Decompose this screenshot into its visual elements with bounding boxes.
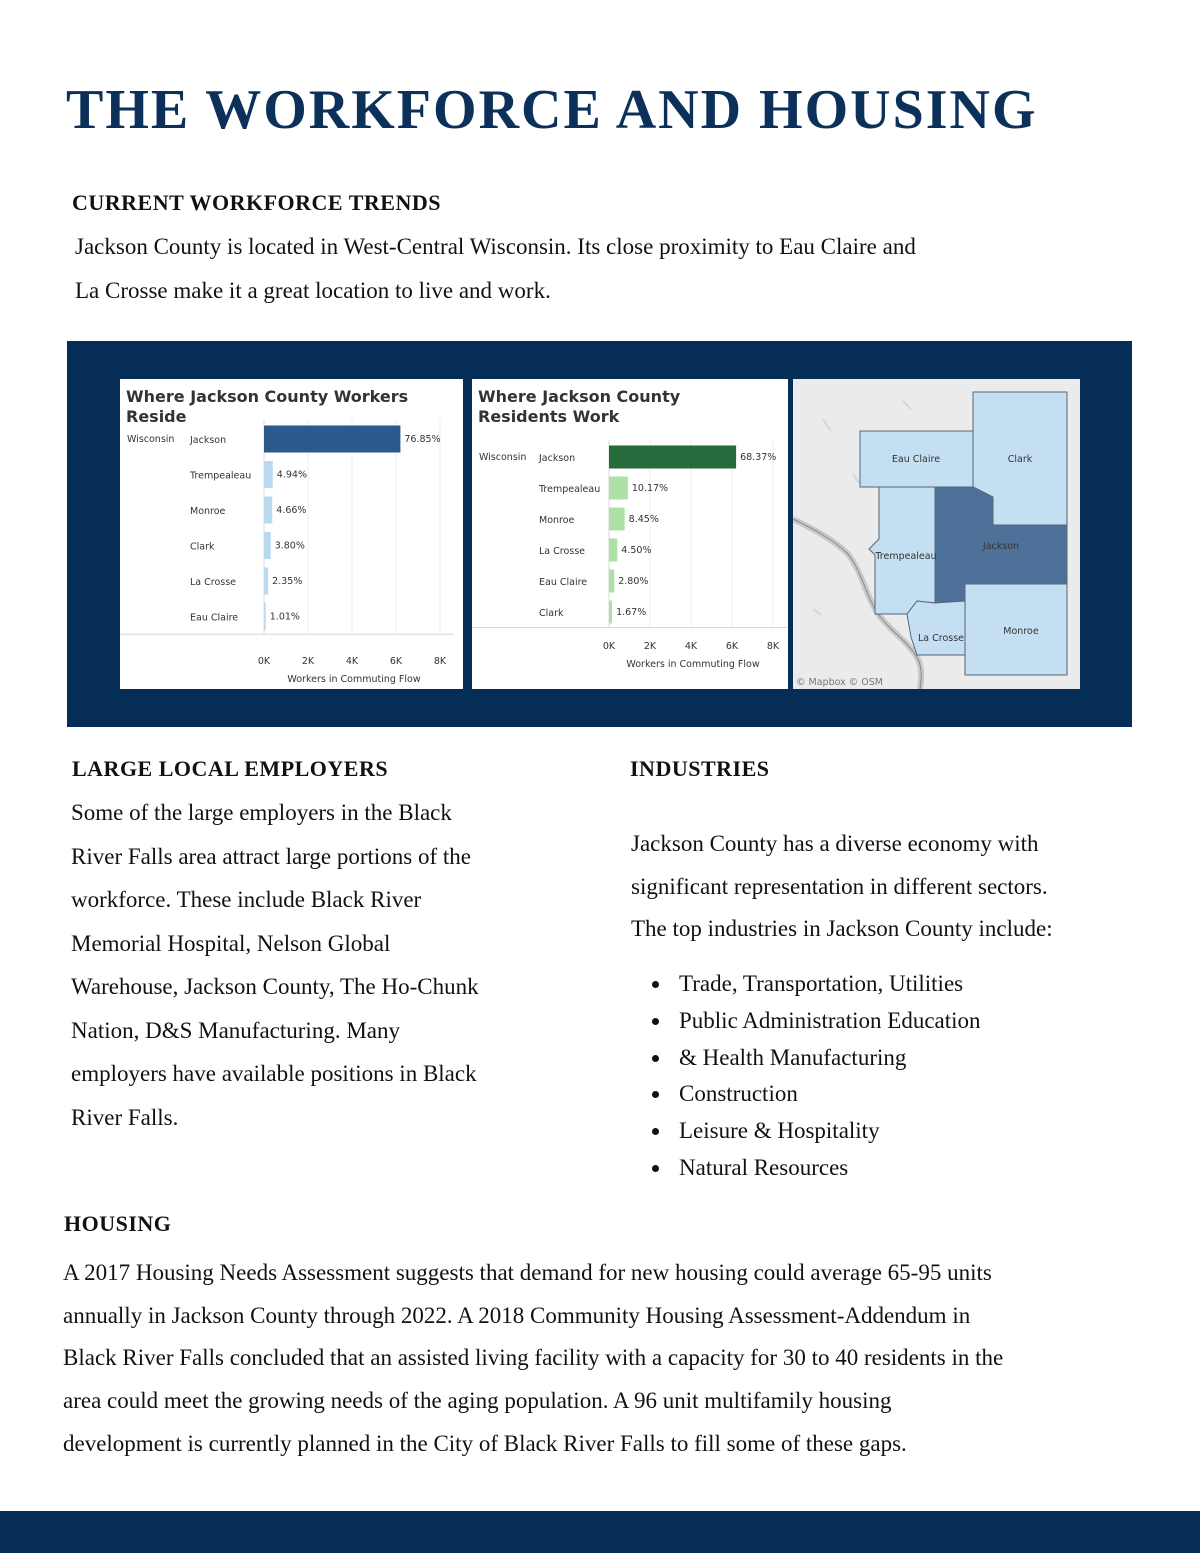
housing-line: annually in Jackson County through 2022. A 2018 Community Housing Assessment-Addendum in <box>63 1302 971 1328</box>
chart-x-axis-title: Workers in Commuting Flow <box>626 659 760 670</box>
chart-category-label: Trempealeau <box>190 470 252 482</box>
industries-paragraph <box>631 823 1053 951</box>
employers-line: Nation, D&S Manufacturing. Many <box>71 1017 400 1043</box>
chart-tick-label: 6K <box>389 656 403 667</box>
chart-data-label: 1.01% <box>269 611 300 623</box>
workforce-line: La Crosse make it a great location to live and work. <box>75 277 551 303</box>
housing-heading: HOUSING <box>64 1211 172 1236</box>
industry-item <box>650 1003 981 1040</box>
chart-title: Reside <box>126 407 187 426</box>
industry-label: Trade, Transportation, Utilities <box>679 971 964 996</box>
chart-tick-label: 6K <box>725 641 739 652</box>
employers-line: Memorial Hospital, Nelson Global <box>71 930 391 956</box>
chart-bar <box>609 508 625 531</box>
industries-line: The top industries in Jackson County include: <box>631 916 1053 941</box>
map-label-la-crosse: La Crosse <box>917 633 965 644</box>
chart-data-label: 2.35% <box>272 576 303 587</box>
chart-group-label: Wisconsin <box>479 452 527 463</box>
chart-bar <box>264 603 266 630</box>
footer-bar <box>0 1511 1200 1553</box>
chart-category-label: Monroe <box>539 515 575 526</box>
workers-reside-chart-panel <box>120 379 463 689</box>
chart-bar <box>264 497 272 524</box>
map-label-trempealeau: Trempealeau <box>875 551 937 562</box>
chart-bar <box>264 568 268 595</box>
chart-data-label: 4.66% <box>276 505 307 516</box>
county-map-panel <box>793 379 1080 689</box>
chart-category-label: La Crosse <box>539 546 586 557</box>
chart-bar <box>609 477 628 500</box>
industry-label: Natural Resources <box>679 1154 849 1180</box>
employers-line: Some of the large employers in the Black <box>71 800 452 825</box>
county-map <box>793 379 1080 689</box>
map-credit: © Mapbox © OSM <box>796 677 883 688</box>
workforce-line: Jackson County is located in West-Central Wisconsin. Its close proximity to Eau Claire and <box>75 234 916 259</box>
employers-line: employers have available positions in Black <box>71 1061 477 1086</box>
map-label-monroe: Monroe <box>1003 626 1039 637</box>
chart-bar <box>609 446 736 469</box>
chart-data-label: 68.37% <box>740 452 777 463</box>
workers-reside-chart <box>120 379 463 689</box>
chart-category-label: Eau Claire <box>190 612 239 624</box>
chart-group-label: Wisconsin <box>127 434 175 445</box>
industry-label: Construction <box>679 1081 798 1107</box>
employers-line: River Falls area attract large portions of the <box>71 843 472 869</box>
chart-bar <box>264 461 273 488</box>
chart-category-label: Eau Claire <box>539 577 588 588</box>
chart-data-label: 10.17% <box>631 483 669 494</box>
chart-tick-label: 2K <box>643 641 657 652</box>
chart-bar <box>609 601 612 624</box>
chart-data-label: 1.67% <box>616 607 647 618</box>
chart-tick-label: 8K <box>766 641 780 652</box>
map-label-jackson: Jackson <box>982 541 1020 552</box>
chart-tick-label: 2K <box>301 656 315 667</box>
chart-x-axis-title: Workers in Commuting Flow <box>287 674 421 685</box>
housing-line: A 2017 Housing Needs Assessment suggests that demand for new housing could average 65-95 units <box>63 1260 992 1285</box>
employers-line: River Falls. <box>71 1104 179 1130</box>
chart-category-label: Monroe <box>190 506 226 517</box>
chart-category-label: Clark <box>190 541 215 553</box>
employers-line: Warehouse, Jackson County, The Ho-Chunk <box>71 974 479 999</box>
industry-item <box>650 966 981 1003</box>
chart-bar <box>609 570 614 593</box>
housing-line: development is currently planned in the City of Black River Falls to fill some of these gaps. <box>63 1430 907 1456</box>
page-title: THE WORKFORCE AND HOUSING <box>66 79 1038 141</box>
chart-title: Where Jackson County Workers <box>126 387 409 406</box>
chart-title: Residents Work <box>478 407 620 426</box>
workforce-heading: CURRENT WORKFORCE TRENDS <box>72 190 441 215</box>
chart-bar <box>609 539 617 562</box>
industry-item <box>650 1150 981 1187</box>
bullet-icon <box>652 981 659 988</box>
chart-data-label: 76.85% <box>404 434 441 445</box>
chart-data-label: 3.80% <box>274 540 305 552</box>
housing-paragraph <box>63 1252 1003 1466</box>
employers-line: workforce. These include Black River <box>71 887 422 912</box>
industries-line: Jackson County has a diverse economy with <box>631 831 1039 856</box>
chart-title: Where Jackson County <box>478 387 681 406</box>
housing-line: Black River Falls concluded that an assisted living facility with a capacity for 30 to 40 residents in the <box>63 1345 1004 1371</box>
chart-data-label: 2.80% <box>618 576 649 587</box>
chart-tick-label: 4K <box>684 641 698 652</box>
chart-tick-label: 0K <box>257 656 271 667</box>
chart-category-label: La Crosse <box>190 577 237 588</box>
commuting-banner <box>67 341 1132 727</box>
chart-data-label: 8.45% <box>628 514 659 525</box>
bullet-icon <box>652 1128 659 1135</box>
chart-tick-label: 4K <box>345 656 359 667</box>
chart-data-label: 4.94% <box>276 469 307 481</box>
chart-tick-label: 8K <box>433 656 447 667</box>
industries-heading: INDUSTRIES <box>630 756 770 781</box>
bullet-icon <box>652 1165 659 1172</box>
residents-work-chart <box>472 379 788 689</box>
residents-work-chart-panel <box>472 379 788 689</box>
chart-category-label: Jackson <box>539 453 576 464</box>
map-label-eau-claire: Eau Claire <box>891 454 941 465</box>
bullet-icon <box>652 1055 659 1062</box>
employers-heading: LARGE LOCAL EMPLOYERS <box>72 756 389 781</box>
chart-bar <box>264 532 271 559</box>
chart-category-label: Trempealeau <box>539 484 601 495</box>
industry-label: Leisure & Hospitality <box>679 1118 880 1144</box>
employers-paragraph <box>71 791 479 1139</box>
chart-category-label: Jackson <box>190 435 227 446</box>
chart-tick-label: 0K <box>602 641 616 652</box>
chart-data-label: 4.50% <box>621 545 652 556</box>
industry-item <box>650 1113 981 1150</box>
map-label-clark: Clark <box>1007 454 1033 465</box>
bullet-icon <box>652 1018 659 1025</box>
industries-list <box>650 966 981 1187</box>
housing-line: area could meet the growing needs of the aging population. A 96 unit multifamily housing <box>63 1388 892 1414</box>
industries-line: significant representation in different sectors. <box>631 873 1048 899</box>
workforce-paragraph <box>75 225 916 312</box>
chart-bar <box>264 426 400 453</box>
chart-category-label: Clark <box>539 608 564 619</box>
county-shape-la-crosse[interactable] <box>907 601 965 655</box>
bullet-icon <box>652 1091 659 1098</box>
industry-label: Public Administration Education <box>679 1007 981 1033</box>
industry-label: & Health Manufacturing <box>679 1044 907 1070</box>
industry-item <box>650 1040 981 1077</box>
industry-item <box>650 1076 981 1113</box>
